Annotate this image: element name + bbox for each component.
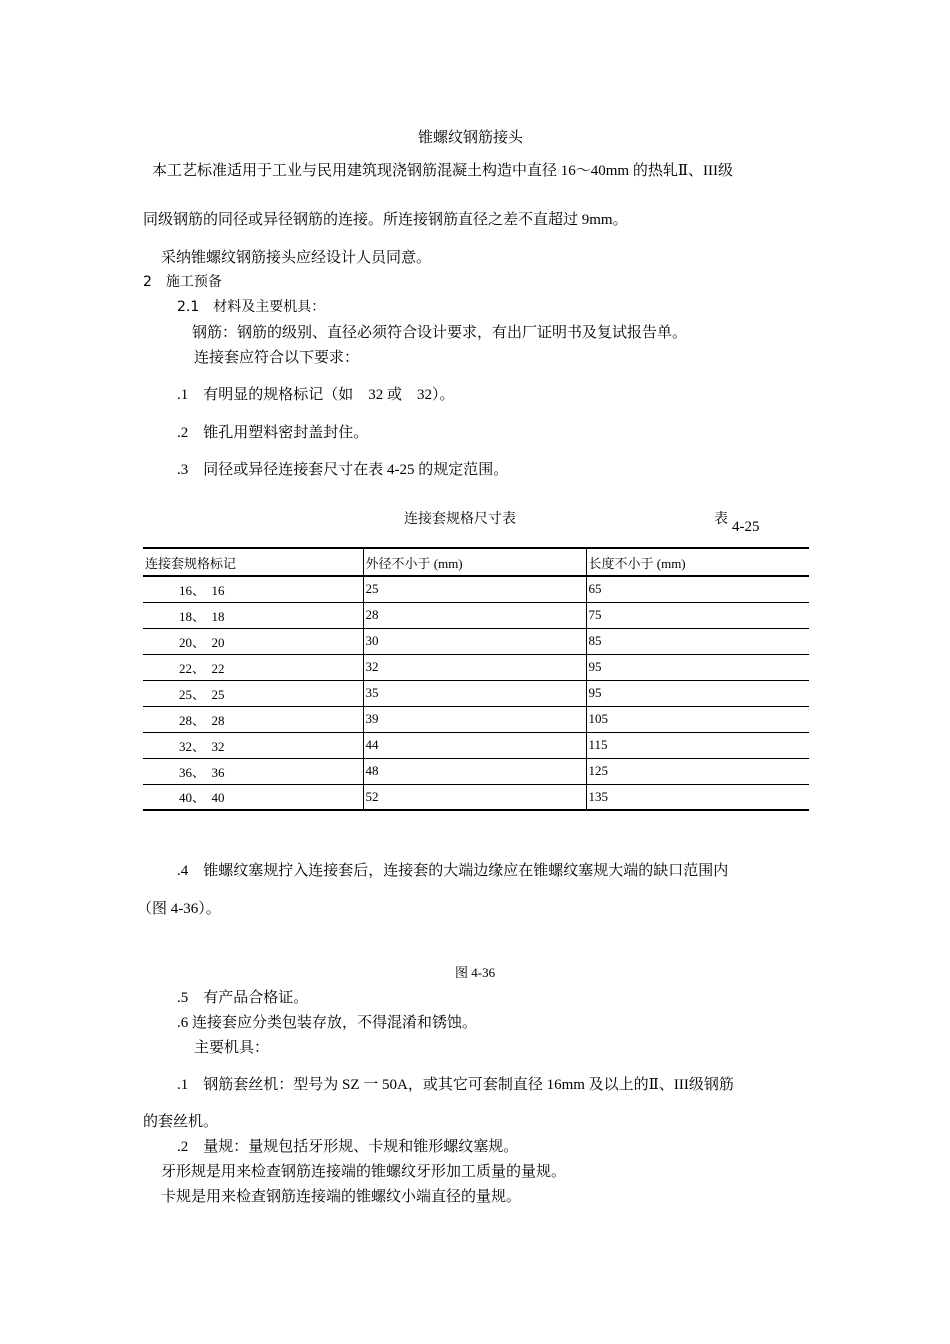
tool-item-1-line-1: .1 钢筋套丝机：型号为 SZ 一 50A，或其它可套制直径 16mm 及以上的Ⅱ、III级钢筋 [177,1077,734,1093]
list-item-2: .2 锥孔用塑料密封盖封住。 [177,425,369,441]
cell-outer-diameter: 39 [363,706,586,732]
cell-length: 105 [586,706,809,732]
cell-spec: 22、 22 [143,654,363,680]
header-spec: 连接套规格标记 [143,548,363,576]
cell-outer-diameter: 25 [363,576,586,602]
main-tools-heading: 主要机具： [194,1040,270,1056]
table-row [143,784,809,810]
list-item-1: .1 有明显的规格标记（如 32 或 32）。 [177,387,455,403]
cell-length: 95 [586,654,809,680]
cell-spec: 32、 32 [143,732,363,758]
cell-length: 125 [586,758,809,784]
cell-outer-diameter: 35 [363,680,586,706]
sleeve-spec-table [143,547,809,811]
tool-item-2: .2 量规：量规包括牙形规、卡规和锥形螺纹塞规。 [177,1139,519,1155]
cell-outer-diameter: 32 [363,654,586,680]
sleeve-requirement: 连接套应符合以下要求： [194,350,360,366]
tooth-gauge-note: 牙形规是用来检查钢筋连接端的锥螺纹牙形加工质量的量规。 [161,1164,567,1180]
table-header-row [143,548,809,576]
steel-requirement: 钢筋：钢筋的级别、直径必须符合设计要求，有出厂证明书及复试报告单。 [192,325,688,341]
cell-outer-diameter: 30 [363,628,586,654]
table-row [143,732,809,758]
table-row [143,654,809,680]
figure-caption: 图 4-36 [455,965,496,980]
cell-length: 65 [586,576,809,602]
cell-outer-diameter: 48 [363,758,586,784]
caliper-gauge-note: 卡规是用来检查钢筋连接端的锥螺纹小端直径的量规。 [161,1189,522,1205]
cell-outer-diameter: 52 [363,784,586,810]
table-row [143,602,809,628]
list-item-5: .5 有产品合格证。 [177,990,309,1006]
cell-spec: 36、 36 [143,758,363,784]
header-length: 长度不小于 (mm) [586,548,809,576]
table-row [143,706,809,732]
header-outer-diameter: 外径不小于 (mm) [363,548,586,576]
table-row [143,680,809,706]
table-label-number: 4-25 [732,519,760,535]
cell-length: 95 [586,680,809,706]
subsection-heading: 2.1 材料及主要机具： [177,299,326,315]
cell-spec: 20、 20 [143,628,363,654]
doc-title: 锥螺纹钢筋接头 [418,130,524,146]
list-item-4-line-1: .4 锥螺纹塞规拧入连接套后，连接套的大端边缘应在锥螺纹塞规大端的缺口范围内 [177,863,729,879]
table-row [143,758,809,784]
cell-length: 75 [586,602,809,628]
cell-outer-diameter: 44 [363,732,586,758]
cell-spec: 40、 40 [143,784,363,810]
list-item-4-line-2: （图 4-36）。 [137,901,221,917]
cell-length: 85 [586,628,809,654]
cell-length: 115 [586,732,809,758]
intro-line-1: 本工艺标准适用于工业与民用建筑现浇钢筋混凝土构造中直径 16～40mm 的热轧Ⅱ、III级 [152,163,734,179]
approval-note: 采纳锥螺纹钢筋接头应经设计人员同意。 [161,250,432,266]
table-label-prefix: 表 [714,511,728,527]
cell-spec: 18、 18 [143,602,363,628]
table-row [143,576,809,602]
table-row [143,628,809,654]
cell-spec: 28、 28 [143,706,363,732]
section-heading: 2 施工预备 [143,274,222,290]
cell-length: 135 [586,784,809,810]
table-title: 连接套规格尺寸表 [404,511,516,527]
cell-spec: 25、 25 [143,680,363,706]
tool-item-1-line-2: 的套丝机。 [143,1114,219,1130]
list-item-3: .3 同径或异径连接套尺寸在表 4-25 的规定范围。 [177,462,509,478]
cell-outer-diameter: 28 [363,602,586,628]
cell-spec: 16、 16 [143,576,363,602]
list-item-6: .6 连接套应分类包装存放，不得混淆和锈蚀。 [177,1015,478,1031]
intro-line-2: 同级钢筋的同径或异径钢筋的连接。所连接钢筋直径之差不直超过 9mm。 [143,212,628,228]
